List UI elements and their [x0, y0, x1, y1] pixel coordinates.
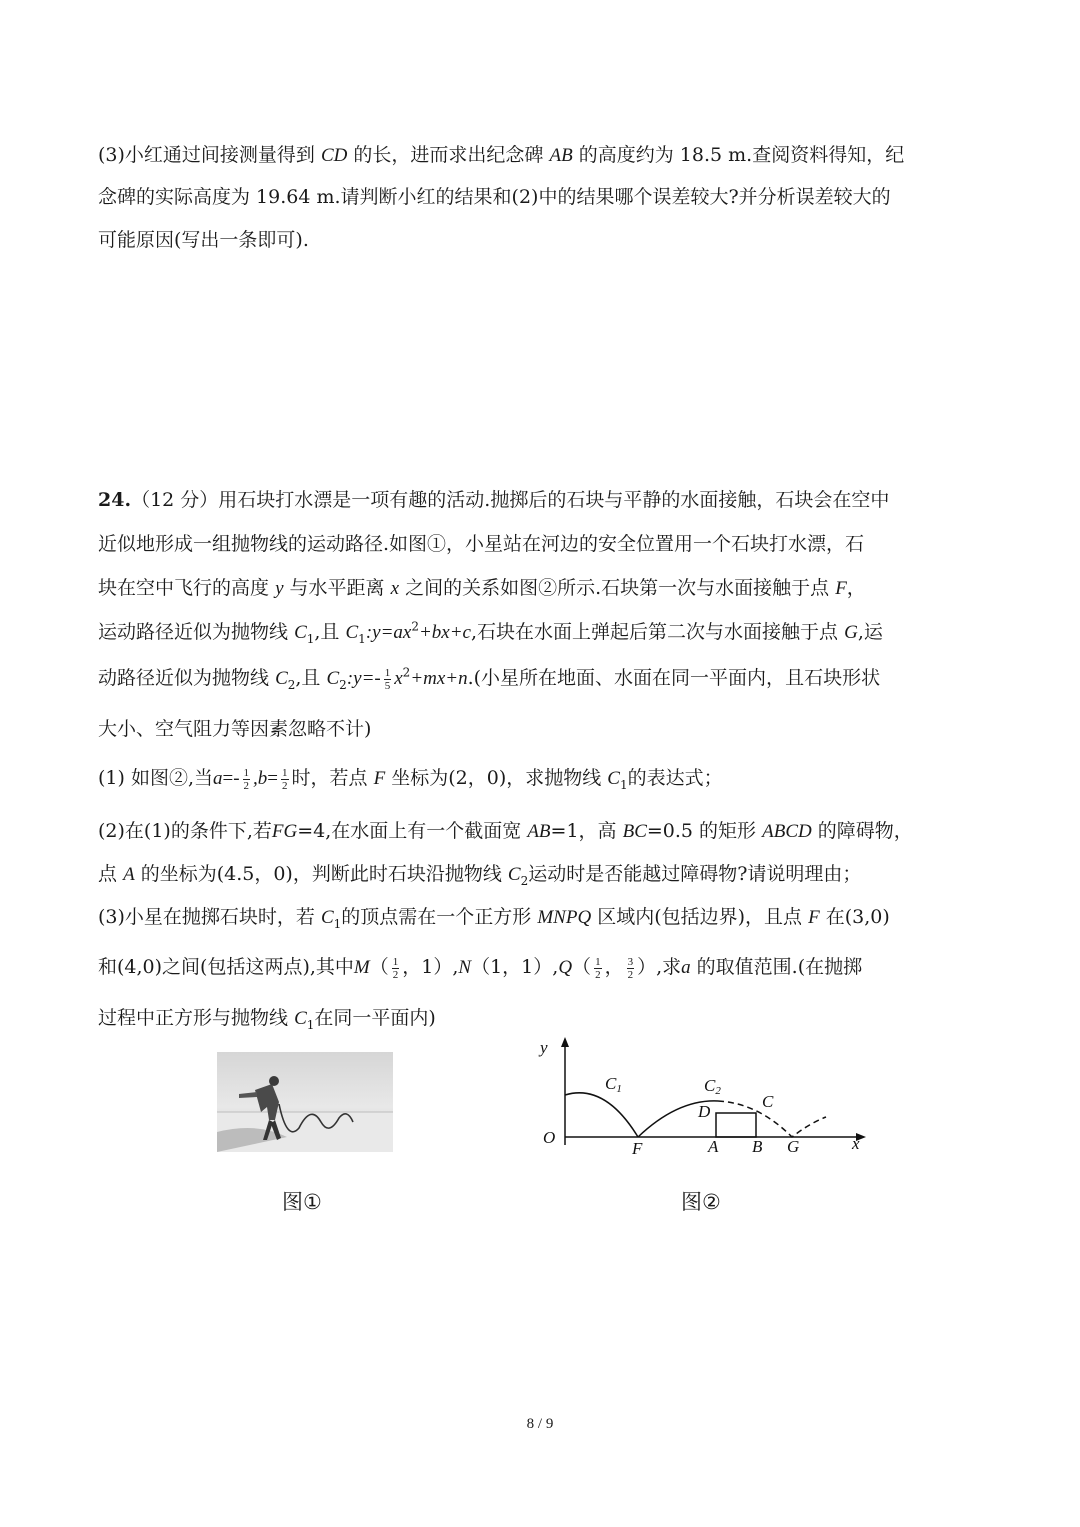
- obstacle-rectangle: [716, 1113, 756, 1137]
- figure2-diagram: [530, 1035, 870, 1165]
- label-f: F: [632, 1139, 643, 1158]
- fraction: $\frac{1}{2}$: [392, 955, 399, 981]
- label-a: A: [708, 1137, 719, 1156]
- fraction: $\frac{1}{5}$: [384, 666, 391, 692]
- q24-part1: (1) 如图②,当a=- $\frac{1}{2}$ ,b= $\frac{1}{2}$ 时，若点 F 坐标为(2，0)，求抛物线 $C_1$的表达式；: [98, 766, 723, 792]
- label-g: G: [787, 1137, 800, 1156]
- fraction: $\frac{1}{2}$: [243, 766, 250, 792]
- label-y: y: [540, 1038, 548, 1057]
- label-c2: C2: [704, 1076, 721, 1097]
- label-o: O: [543, 1128, 556, 1147]
- q24-stem-line3: 块在空中飞行的高度 y 与水平距离 x 之间的关系如图②所示.石块第一次与水面接触于点 F，: [98, 577, 866, 599]
- label-b: B: [752, 1137, 763, 1156]
- page-number: 8 / 9: [526, 1416, 554, 1432]
- figure1-caption: 图①: [282, 1190, 322, 1214]
- figure2-caption: 图②: [681, 1190, 721, 1214]
- label-x: x: [852, 1134, 860, 1153]
- q24-stem-line4: 运动路径近似为抛物线 $C_1$,且 $C_1:y=ax^2+bx+c$,石块在水面上弹起后第二次与水面接触于点 G,运: [98, 619, 883, 646]
- fraction: $\frac{1}{2}$: [595, 955, 601, 981]
- q24-part3-line2: 和(4,0)之间(包括这两点),其中M（ $\frac{1}{2}$ ，1）,N（1，1）,Q（ $\frac{1}{2}$ ， $\frac{3}{2}$ ）,求a 的取值范围.(在抛掷: [98, 955, 863, 981]
- label-c1: C1: [605, 1074, 622, 1095]
- q23-part3-line1: (3)小红通过间接测量得到 CD 的长，进而求出纪念碑 AB 的高度约为 18.5 m.查阅资料得知，纪: [98, 144, 905, 166]
- fraction: $\frac{1}{2}$: [282, 766, 288, 792]
- figure1-photo: [217, 1052, 393, 1152]
- q24-stem-line1: 24.（12 分）用石块打水漂是一项有趣的活动.抛掷后的石块与平静的水面接触，石块会在空中: [98, 489, 890, 511]
- q24-part2-line2: 点 A 的坐标为(4.5，0)，判断此时石块沿抛物线 $C_2$运动时是否能越过障碍物?请说明理由；: [98, 863, 862, 888]
- q24-part3-line1: (3)小星在抛掷石块时，若 $C_1$的顶点需在一个正方形 MNPQ 区域内(包括边界)，且点 F 在(3,0): [98, 906, 890, 931]
- q23-part3-line3: 可能原因(写出一条即可).: [98, 229, 309, 251]
- parabola-c1: [565, 1093, 638, 1137]
- label-c: C: [762, 1092, 774, 1111]
- q23-part3-line2: 念碑的实际高度为 19.64 m.请判断小红的结果和(2)中的结果哪个误差较大?并分析误差较大的: [98, 186, 891, 208]
- q24-stem-line5: 动路径近似为抛物线 $C_2$,且 $C_2:y=-$ $\frac{1}{5}$ $x^2+mx+n$.(小星所在地面、水面在同一平面内，且石块形状: [98, 665, 881, 692]
- q24-stem-line2: 近似地形成一组抛物线的运动路径.如图①，小星站在河边的安全位置用一个石块打水漂，石: [98, 533, 865, 555]
- question-number: 24.: [98, 489, 132, 511]
- q24-part3-line3: 过程中正方形与抛物线 $C_1$在同一平面内): [98, 1007, 436, 1032]
- q24-part2-line1: (2)在(1)的条件下,若FG=4,在水面上有一个截面宽 AB=1，高 BC=0.5 的矩形 ABCD 的障碍物，: [98, 820, 913, 842]
- y-axis-arrow: [561, 1037, 569, 1047]
- q24-stem-line6: 大小、空气阻力等因素忽略不计): [98, 718, 372, 740]
- label-d: D: [698, 1102, 711, 1121]
- fraction: $\frac{3}{2}$: [627, 955, 634, 981]
